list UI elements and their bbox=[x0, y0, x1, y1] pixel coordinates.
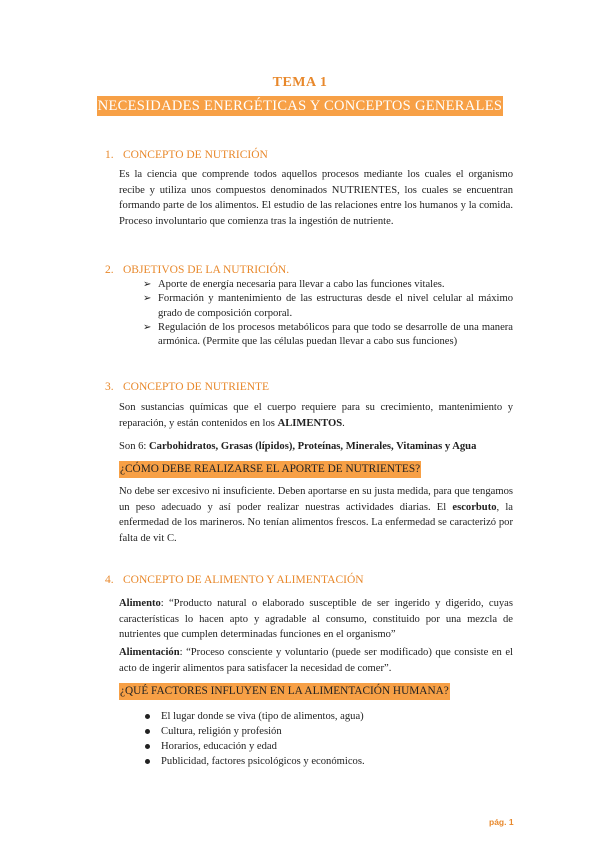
arrow-bullet-icon: ➢ bbox=[143, 279, 152, 290]
section-4-number: 4. bbox=[105, 574, 114, 586]
factors-list bbox=[145, 709, 505, 769]
section-1-title: CONCEPTO DE NUTRICIÓN bbox=[123, 149, 268, 161]
section-1-body: Es la ciencia que comprende todos aquellos procesos mediante los cuales el organismo recibe y utiliza unos compuestos denominados NUTRIENTES, los cuales se encuentran formando parte de los alimentos. El estudio de las relaciones entre los humanos y la comida. Proceso involuntario que comienza tras la ingestión de nutriente. bbox=[119, 169, 513, 227]
objectives-list bbox=[143, 278, 513, 349]
alimento-definition: Alimento: “Producto natural o elaborado susceptible de ser ingerido y digerido, cuyas características lo hacen apto y agradable al consumo, constituido por una mezcla de nutrientes que cumplen determinadas funciones en el organismo” bbox=[119, 598, 513, 641]
alimentacion-definition: Alimentación: “Proceso consciente y voluntario (puede ser modificado) que consiste en el acto de ingerir alimentos para satisfacer la necesidad de comer”. bbox=[119, 647, 513, 674]
list-item: El lugar donde se viva (tipo de alimentos, agua) bbox=[145, 709, 505, 724]
nutrient-question-highlight: ¿CÓMO DEBE REALIZARSE EL APORTE DE NUTRIENTES? bbox=[119, 461, 421, 478]
section-3-heading bbox=[105, 381, 269, 393]
section-3-title: CONCEPTO DE NUTRIENTE bbox=[123, 381, 270, 393]
arrow-bullet-icon: ➢ bbox=[143, 293, 152, 305]
list-item: ➢ Formación y mantenimiento de las estructuras desde el nivel celular al máximo grado de composición corporal. bbox=[143, 293, 513, 319]
section-1-number: 1. bbox=[105, 149, 114, 161]
section-2-title: OBJETIVOS DE LA NUTRICIÓN. bbox=[123, 264, 290, 276]
bullet-icon bbox=[145, 744, 150, 749]
list-item: ➢ Regulación de los procesos metabólicos para que todo se desarrolle de una manera armónica. (Permite que las células puedan llevar a cabo sus funciones) bbox=[143, 321, 513, 348]
arrow-bullet-icon: ➢ bbox=[143, 321, 152, 333]
section-4-title: CONCEPTO DE ALIMENTO Y ALIMENTACIÓN bbox=[123, 574, 364, 586]
tema-label: TEMA 1 bbox=[272, 75, 328, 90]
list-item: Cultura, religión y profesión bbox=[145, 724, 505, 739]
section-1-heading bbox=[105, 149, 268, 161]
list-item: Horarios, educación y edad bbox=[145, 739, 505, 754]
factors-question-highlight: ¿QUÉ FACTORES INFLUYEN EN LA ALIMENTACIÓN HUMANA? bbox=[119, 683, 450, 700]
section-3-number: 3. bbox=[105, 381, 114, 393]
list-item: Publicidad, factores psicológicos y económicos. bbox=[145, 754, 505, 769]
bullet-icon bbox=[145, 759, 150, 764]
nutrient-answer: No debe ser excesivo ni insuficiente. Deben aportarse en su justa medida, para que tengamos un peso adecuado y así poder realizar nuestras actividades diarias. El escorbuto, la enfermedad de los marineros. No tenían alimentos frescos. La enfermedad se caracterizó por falta de vit C. bbox=[119, 486, 513, 544]
main-title: NECESIDADES ENERGÉTICAS Y CONCEPTOS GENERALES bbox=[97, 98, 503, 114]
bullet-icon bbox=[145, 729, 150, 734]
section-3-body: Son sustancias químicas que el cuerpo requiere para su crecimiento, mantenimiento y reparación, y están contenidos en los ALIMENTOS. bbox=[119, 402, 513, 429]
page-number: pág. 1 bbox=[489, 817, 514, 827]
bullet-icon bbox=[145, 714, 150, 719]
nutrient-types: Son 6: Carbohidratos, Grasas (lípidos), Proteínas, Minerales, Vitaminas y Agua bbox=[119, 441, 477, 452]
section-2-heading bbox=[105, 264, 289, 276]
section-2-number: 2. bbox=[105, 264, 114, 276]
section-4-heading bbox=[105, 574, 364, 586]
list-item: ➢ Aporte de energía necesaria para llevar a cabo las funciones vitales. bbox=[143, 278, 513, 292]
